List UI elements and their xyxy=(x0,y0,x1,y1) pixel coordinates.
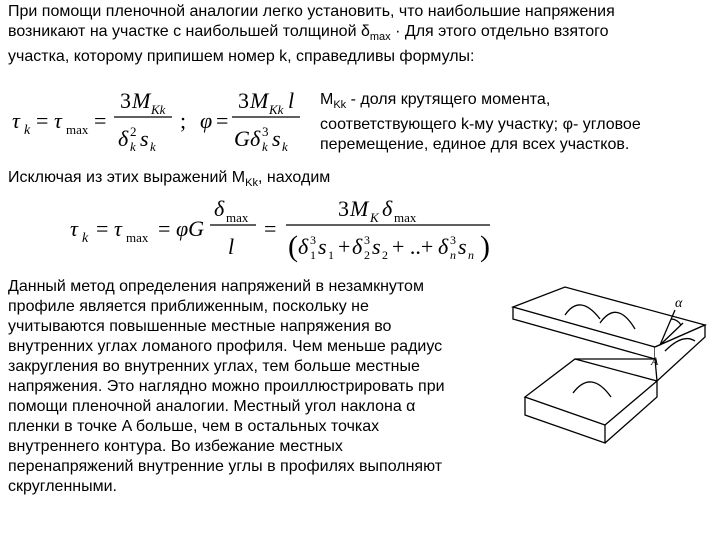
svg-text:k: k xyxy=(82,231,89,246)
intro-line-2 xyxy=(8,22,712,47)
svg-text:k: k xyxy=(130,139,136,154)
svg-text:n: n xyxy=(450,248,456,262)
svg-text:=: = xyxy=(96,216,109,241)
bottom-line: пленки в точке A больше, чем в остальных точках xyxy=(8,418,380,435)
svg-text:2: 2 xyxy=(364,248,370,262)
label-alpha: α xyxy=(675,296,683,311)
svg-text:δ: δ xyxy=(214,196,225,221)
mid-a: Исключая из этих выражений M xyxy=(8,169,246,186)
svg-text:δ: δ xyxy=(438,234,449,259)
note-line-2: соответствующего k-му участку; φ- угловое xyxy=(320,116,641,134)
svg-text:φ: φ xyxy=(200,108,213,133)
bottom-line: скругленными. xyxy=(8,478,117,495)
svg-text:=: = xyxy=(94,108,107,133)
svg-text:3: 3 xyxy=(450,233,456,247)
svg-text:2: 2 xyxy=(130,124,137,139)
bottom-line: закругления во внутренних углах, тем больше местные xyxy=(8,358,420,375)
l-profile-figure xyxy=(505,285,715,485)
svg-text:max: max xyxy=(126,230,149,245)
note-line-1-a: M xyxy=(320,91,334,108)
formula-tau-k xyxy=(10,192,500,272)
intro-line-2-b: · Для этого отдельно взятого xyxy=(390,23,609,40)
svg-text:τ: τ xyxy=(70,216,78,241)
svg-text:max: max xyxy=(394,210,417,225)
svg-text:+ ..+: + ..+ xyxy=(392,234,434,259)
bottom-line: профиле является приближенным, поскольку не xyxy=(8,298,369,315)
svg-text:3: 3 xyxy=(364,233,370,247)
svg-text:G: G xyxy=(234,126,250,151)
svg-text:k: k xyxy=(24,123,31,138)
svg-text:s: s xyxy=(318,234,327,259)
svg-text:l: l xyxy=(288,88,295,113)
svg-text:M: M xyxy=(132,88,151,113)
svg-text:δ: δ xyxy=(352,234,363,259)
mid-sub: Kk xyxy=(245,177,258,190)
bottom-line: напряжения. Это наглядно можно проиллюстрировать при xyxy=(8,378,445,395)
svg-text:(: ( xyxy=(288,230,298,263)
svg-text:δ: δ xyxy=(298,234,309,259)
svg-text:3: 3 xyxy=(310,233,316,247)
svg-text:1: 1 xyxy=(328,248,334,262)
svg-text:=: = xyxy=(36,108,49,133)
svg-text:s: s xyxy=(140,126,149,151)
svg-text:l: l xyxy=(228,234,235,259)
svg-text:s: s xyxy=(372,234,381,259)
svg-text:s: s xyxy=(272,126,281,151)
note-paragraph xyxy=(320,90,710,155)
svg-text:=: = xyxy=(216,108,229,133)
mid-b: , находим xyxy=(257,169,331,186)
svg-text:M: M xyxy=(250,88,269,113)
label-A: A xyxy=(651,354,659,368)
intro-line-1: При помощи пленочной аналогии легко установить, что наибольшие напряжения xyxy=(8,3,615,20)
svg-text:τ: τ xyxy=(114,216,122,241)
svg-text:=: = xyxy=(158,216,171,241)
note-line-1 xyxy=(320,90,710,115)
svg-text:3: 3 xyxy=(120,88,131,113)
note-line-3: перемещение, единое для всех участков. xyxy=(320,136,630,154)
svg-text:Kk: Kk xyxy=(151,102,166,117)
svg-text:1: 1 xyxy=(310,248,316,262)
intro-line-3: участка, которому припишем номер k, справедливы формулы: xyxy=(8,48,475,66)
svg-text:=: = xyxy=(264,216,277,241)
svg-text:max: max xyxy=(226,210,249,225)
bottom-paragraph xyxy=(8,277,500,497)
svg-text:τ: τ xyxy=(12,108,20,133)
svg-text:2: 2 xyxy=(382,248,388,262)
svg-text:Kk: Kk xyxy=(269,102,284,117)
svg-text:M: M xyxy=(350,196,369,221)
svg-text:3: 3 xyxy=(262,124,269,139)
svg-text:): ) xyxy=(480,230,490,263)
intro-line-2-a: возникают на участке с наибольшей толщиной δ xyxy=(8,23,370,40)
svg-text:k: k xyxy=(262,139,268,154)
svg-text:δ: δ xyxy=(382,196,393,221)
bottom-line: учитываются повышенные местные напряжения во xyxy=(8,318,392,335)
svg-text:max: max xyxy=(66,122,89,137)
svg-text:n: n xyxy=(468,248,474,262)
intro-paragraph xyxy=(8,2,712,67)
bottom-line: Данный метод определения напряжений в незамкнутом xyxy=(8,278,424,295)
mid-paragraph xyxy=(8,168,712,193)
bottom-line: помощи пленочной аналогии. Местный угол наклона α xyxy=(8,398,416,415)
svg-text:s: s xyxy=(458,234,467,259)
svg-text:φG: φG xyxy=(176,216,205,241)
intro-line-2-sub: max xyxy=(369,31,391,44)
svg-text:K: K xyxy=(370,210,379,225)
bottom-line: внутренних углах ломаного профиля. Чем меньше радиус xyxy=(8,338,443,355)
svg-text:k: k xyxy=(282,139,288,154)
svg-text:τ: τ xyxy=(54,108,62,133)
bottom-line: перенапряжений внутренние углы в профилях выполняют xyxy=(8,458,443,475)
svg-text:k: k xyxy=(150,139,156,154)
svg-text:+: + xyxy=(338,234,351,259)
svg-text:;: ; xyxy=(180,108,187,133)
svg-text:δ: δ xyxy=(118,126,129,151)
svg-text:3: 3 xyxy=(238,88,249,113)
bottom-line: внутреннего контура. Во избежание местных xyxy=(8,438,343,455)
svg-text:3: 3 xyxy=(338,196,349,221)
note-line-1-sub: Kk xyxy=(333,99,347,112)
formula-tau-phi xyxy=(10,84,315,164)
note-line-1-b: - доля крутящего момента, xyxy=(346,91,551,108)
svg-text:δ: δ xyxy=(250,126,261,151)
